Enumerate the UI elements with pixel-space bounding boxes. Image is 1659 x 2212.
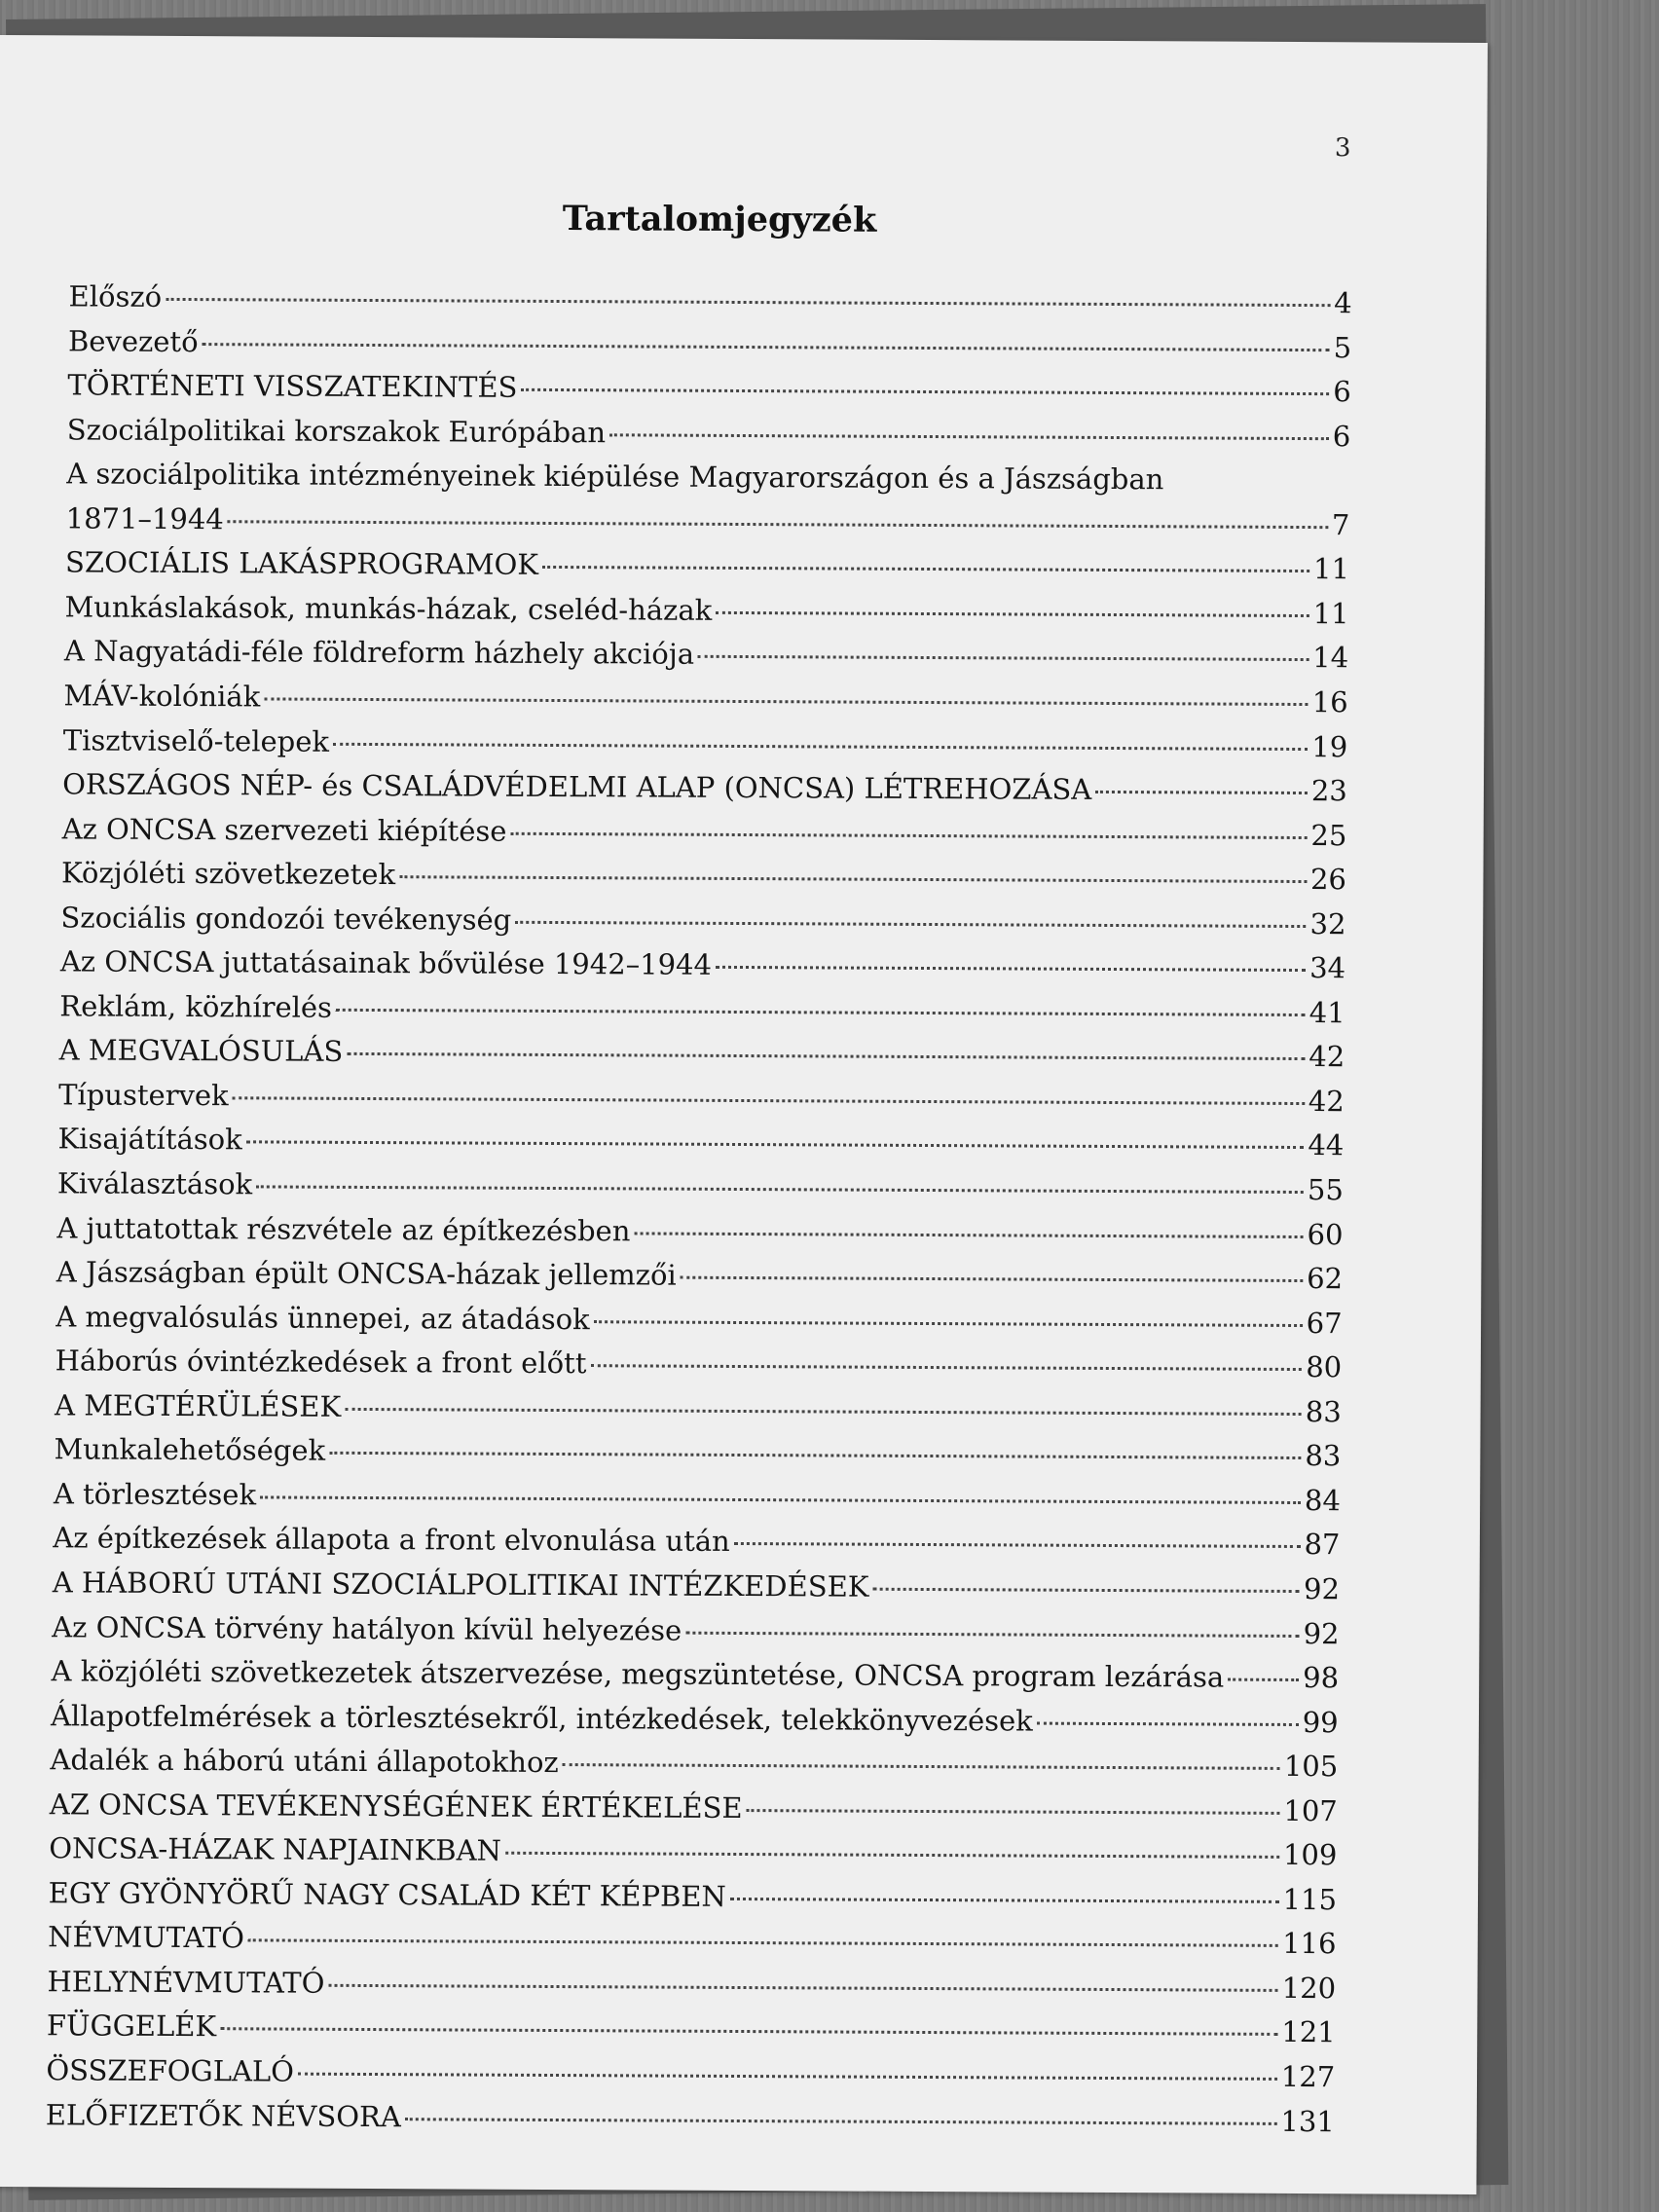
toc-entry-page: 116: [1282, 1927, 1337, 1961]
dot-leader: [510, 831, 1307, 838]
toc-entry-page: 26: [1309, 863, 1347, 897]
toc-entry-page: 41: [1309, 995, 1346, 1030]
toc-entry: [50, 1740, 1338, 1786]
toc-entry-title: A MEGVALÓSULÁS: [58, 1033, 344, 1069]
toc-entry-title: Kiválasztások: [56, 1166, 253, 1201]
toc-entry-page: 109: [1282, 1838, 1338, 1872]
toc-entry-page: 16: [1311, 685, 1348, 719]
toc-entry: [46, 2050, 1335, 2096]
toc-entry-title: Előszó: [68, 279, 163, 313]
toc-entry-page: 44: [1308, 1128, 1345, 1162]
toc-entry: [65, 543, 1349, 589]
toc-entry-page: 115: [1282, 1882, 1338, 1917]
toc-entry: [59, 986, 1346, 1032]
dot-leader: [329, 1452, 1301, 1459]
toc-entry-page: 83: [1305, 1394, 1342, 1428]
toc-entry-title: A szociálpolitika intézményeinek kiépülése Magyarországon és a Jászságban: [66, 457, 1164, 497]
dot-leader: [609, 433, 1329, 440]
dot-leader: [716, 611, 1309, 617]
toc-entry-page: 99: [1302, 1705, 1339, 1739]
toc-entry: [62, 809, 1347, 855]
dot-leader: [220, 2028, 1277, 2037]
toc-entry: [68, 321, 1351, 367]
toc-entry: [67, 410, 1351, 456]
dot-leader: [1228, 1678, 1299, 1681]
dot-leader: [730, 1898, 1279, 1903]
dot-leader: [1095, 791, 1308, 794]
dot-leader: [298, 2073, 1277, 2081]
toc-entry-page: 87: [1304, 1528, 1341, 1562]
toc-entry: [56, 1208, 1343, 1254]
toc-entry-title: NÉVMUTATÓ: [48, 1920, 245, 1955]
table-of-contents: [0, 276, 1487, 2183]
book-page: [0, 35, 1488, 2194]
dot-leader: [716, 966, 1306, 972]
toc-entry: [55, 1297, 1343, 1343]
dot-leader: [260, 1495, 1301, 1504]
toc-entry-page: 11: [1312, 552, 1350, 586]
toc-entry: [60, 898, 1346, 943]
toc-entry: [63, 720, 1348, 766]
toc-entry-title: A MEGTÉRÜLÉSEK: [54, 1388, 342, 1423]
dot-leader: [264, 697, 1309, 706]
toc-entry: [60, 942, 1346, 988]
toc-entry: [66, 455, 1350, 500]
toc-entry-page: 80: [1306, 1350, 1343, 1384]
toc-entry-title: Az ONCSA szervezeti kiépítése: [61, 811, 507, 848]
dot-leader: [521, 388, 1329, 395]
toc-entry-page: 11: [1312, 596, 1349, 631]
toc-entry: [52, 1651, 1340, 1697]
toc-entry: [55, 1342, 1343, 1387]
toc-entry: [68, 276, 1351, 322]
toc-entry: [48, 1918, 1337, 1964]
toc-entry-title: Szociális gondozói tevékenység: [60, 901, 512, 937]
toc-entry-page: 131: [1280, 2104, 1335, 2138]
toc-entry-title: FÜGGELÉK: [46, 2009, 217, 2044]
toc-entry-page: 34: [1309, 951, 1346, 985]
dot-leader: [233, 1096, 1305, 1105]
toc-entry: [55, 1385, 1342, 1431]
page-title: Tartalomjegyzék: [562, 199, 877, 240]
toc-entry-title: Tisztviselő-telepek: [62, 722, 330, 758]
toc-entry-title: Az ONCSA törvény hatályon kívül helyezése: [52, 1609, 682, 1647]
dot-leader: [681, 1276, 1303, 1282]
dot-leader: [594, 1320, 1303, 1327]
dot-leader: [563, 1763, 1280, 1770]
dot-leader: [542, 566, 1309, 572]
toc-entry-title: AZ ONCSA TEVÉKENYSÉGÉNEK ÉRTÉKELÉSE: [49, 1787, 743, 1825]
toc-entry: [47, 2007, 1336, 2052]
toc-entry-page: 60: [1307, 1217, 1344, 1251]
toc-entry: [66, 498, 1350, 544]
toc-entry-page: 4: [1334, 286, 1352, 320]
toc-entry: [64, 587, 1348, 633]
dot-leader: [747, 1809, 1280, 1815]
toc-entry: [67, 365, 1350, 411]
toc-entry-title: Az ONCSA juttatásainak bővülése 1942–1944: [59, 944, 713, 982]
toc-entry-page: 7: [1331, 507, 1350, 542]
toc-entry-title: Munkáslakások, munkás-házak, cseléd-házak: [64, 590, 713, 627]
dot-leader: [734, 1542, 1301, 1548]
dot-leader: [1037, 1721, 1299, 1725]
dot-leader: [328, 1984, 1277, 1992]
toc-entry-title: TÖRTÉNETI VISSZATEKINTÉS: [67, 368, 518, 404]
toc-entry-title: EGY GYÖNYÖRŰ NAGY CSALÁD KÉT KÉPBEN: [48, 1876, 726, 1913]
dot-leader: [333, 742, 1308, 750]
toc-entry-title: Reklám, közhírelés: [59, 989, 333, 1024]
toc-entry: [46, 2095, 1335, 2141]
dot-leader: [336, 1009, 1306, 1016]
toc-entry-page: 6: [1333, 375, 1351, 409]
toc-entry: [57, 1120, 1344, 1165]
toc-entry-page: 14: [1312, 641, 1349, 675]
toc-entry: [62, 764, 1347, 810]
toc-entry-title: Szociálpolitikai korszakok Európában: [66, 413, 607, 449]
toc-entry: [63, 676, 1348, 721]
toc-entry-page: 55: [1307, 1173, 1344, 1207]
toc-entry-page: 42: [1308, 1084, 1345, 1119]
toc-entry-page: 19: [1311, 729, 1348, 763]
toc-entry-title: HELYNÉVMUTATÓ: [47, 1965, 325, 2000]
toc-entry-page: 92: [1303, 1571, 1341, 1606]
toc-entry: [53, 1519, 1340, 1565]
toc-entry-page: 62: [1307, 1262, 1344, 1296]
toc-entry-title: A HÁBORÚ UTÁNI SZOCIÁLPOLITIKAI INTÉZKEDÉSEK: [52, 1566, 869, 1604]
toc-entry: [51, 1696, 1339, 1742]
toc-entry-title: ONCSA-HÁZAK NAPJAINKBAN: [49, 1831, 502, 1867]
toc-entry-page: 92: [1303, 1616, 1340, 1650]
toc-entry-title: Háborús óvintézkedések a front előtt: [55, 1344, 587, 1381]
toc-entry-page: 42: [1309, 1040, 1346, 1074]
toc-entry: [53, 1563, 1340, 1608]
dot-leader: [345, 1408, 1302, 1416]
toc-entry-page: 32: [1309, 906, 1346, 940]
toc-entry-title: Bevezető: [67, 323, 199, 358]
dot-leader: [246, 1141, 1305, 1150]
toc-entry-title: Állapotfelmérések a törlesztésekről, intézkedések, telekkönyvezések: [50, 1698, 1033, 1738]
toc-entry-title: Adalék a háború utáni állapotokhoz: [50, 1743, 559, 1780]
toc-entry-page: 98: [1303, 1661, 1340, 1695]
toc-entry-page: 23: [1310, 774, 1347, 808]
toc-entry-page: 83: [1305, 1439, 1342, 1473]
toc-entry: [57, 1163, 1344, 1209]
dot-leader: [590, 1364, 1302, 1371]
dot-leader: [698, 655, 1309, 661]
toc-entry-page: 105: [1283, 1750, 1339, 1784]
dot-leader: [872, 1588, 1300, 1593]
toc-entry-title: SZOCIÁLIS LAKÁSPROGRAMOK: [65, 545, 539, 582]
toc-entry-title: Kisajátítások: [57, 1122, 242, 1157]
toc-entry-title: ORSZÁGOS NÉP- és CSALÁDVÉDELMI ALAP (ONCSA) LÉTREHOZÁSA: [62, 767, 1092, 806]
dot-leader: [515, 920, 1306, 927]
toc-entry-title: A közjóléti szövetkezetek átszervezése, megszüntetése, ONCSA program lezárása: [51, 1654, 1225, 1694]
toc-entry: [50, 1785, 1338, 1830]
toc-entry-title: ÖSSZEFOGLALÓ: [46, 2053, 295, 2088]
toc-entry-page: 107: [1283, 1793, 1338, 1827]
toc-entry-title: A Jászságban épült ONCSA-házak jellemzői: [55, 1255, 677, 1292]
toc-entry: [52, 1607, 1340, 1653]
dot-leader: [505, 1852, 1279, 1859]
dot-leader: [634, 1232, 1303, 1238]
dot-leader: [399, 875, 1307, 883]
toc-entry-title: Típustervek: [58, 1078, 229, 1113]
toc-entry-title: Az építkezések állapota a front elvonulása után: [53, 1521, 730, 1559]
dot-leader: [405, 2118, 1277, 2125]
toc-entry-page: 25: [1310, 818, 1347, 852]
dot-leader: [256, 1185, 1304, 1194]
toc-entry-page: 127: [1280, 2059, 1336, 2094]
toc-entry-page: 84: [1304, 1483, 1341, 1518]
toc-entry: [59, 1031, 1346, 1077]
toc-entry: [49, 1873, 1337, 1919]
toc-entry-title: A Nagyatádi-féle földreform házhely akciója: [63, 634, 695, 672]
toc-entry: [47, 1962, 1336, 2008]
dot-leader: [228, 520, 1328, 529]
toc-entry-page: 6: [1332, 419, 1351, 453]
toc-entry-page: 67: [1306, 1306, 1343, 1340]
toc-entry: [54, 1430, 1341, 1476]
dot-leader: [203, 343, 1330, 351]
toc-entry-page: 121: [1281, 2015, 1336, 2049]
toc-entry-title: A megvalósulás ünnepei, az átadások: [55, 1299, 590, 1336]
toc-entry: [61, 853, 1346, 899]
toc-entry-title: MÁV-kolóniák: [63, 679, 261, 714]
dot-leader: [166, 298, 1330, 307]
toc-entry: [58, 1075, 1345, 1121]
toc-entry-title: A törlesztések: [53, 1477, 257, 1512]
toc-entry: [56, 1252, 1343, 1298]
toc-entry-page: 120: [1281, 1971, 1337, 2006]
toc-entry-title: 1871–1944: [65, 501, 224, 535]
toc-entry-title: Közjóléti szövetkezetek: [60, 856, 396, 892]
toc-entry-title: A juttatottak részvétele az építkezésben: [56, 1210, 631, 1247]
dot-leader: [685, 1631, 1299, 1637]
toc-entry: [64, 632, 1348, 678]
dot-leader: [248, 1939, 1278, 1948]
toc-entry: [54, 1474, 1341, 1520]
toc-entry-title: ELŐFIZETŐK NÉVSORA: [45, 2097, 401, 2133]
toc-entry: [49, 1829, 1337, 1875]
dot-leader: [347, 1052, 1305, 1060]
toc-entry-page: 5: [1333, 330, 1352, 364]
toc-entry-title: Munkalehetőségek: [54, 1432, 326, 1468]
page-number: 3: [1334, 133, 1351, 164]
